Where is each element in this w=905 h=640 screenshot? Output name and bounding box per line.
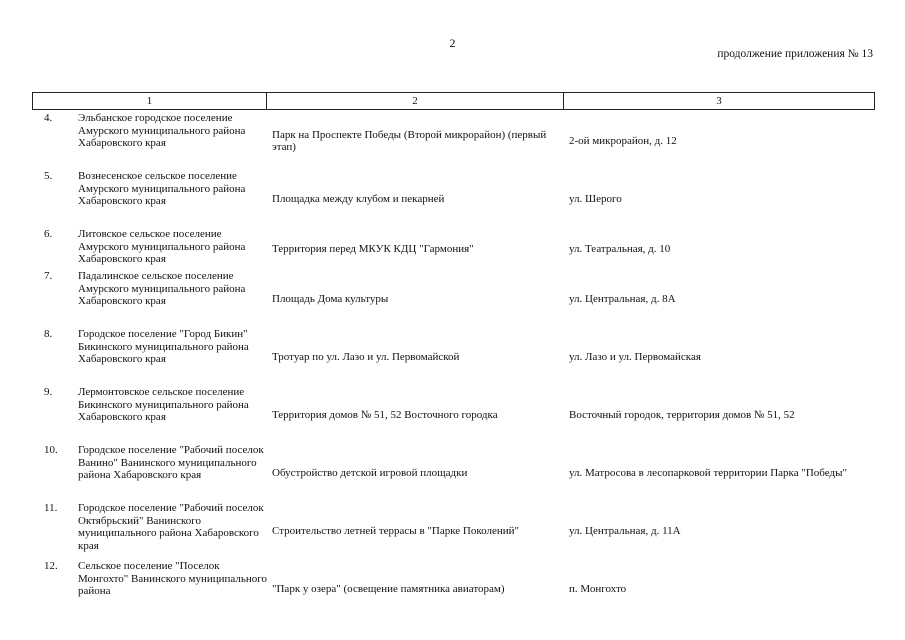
object-name: Парк на Проспекте Победы (Второй микрорайон) (первый этап) [272, 128, 547, 153]
municipality-name: Литовское сельское поселение Амурского муниципального района Хабаровского края [78, 228, 246, 265]
table-row [32, 560, 875, 618]
continuation-label: продолжение приложения № 13 [717, 48, 873, 60]
municipality-name: Городское поселение "Рабочий поселок Ванино" Ванинского муниципального района Хабаровского края [78, 444, 264, 481]
object-name: "Парк у озера" (освещение памятника авиаторам) [272, 582, 505, 595]
table-row [32, 386, 875, 444]
municipality-name: Городское поселение "Город Бикин" Бикинского муниципального района Хабаровского края [78, 328, 249, 365]
row-number: 6. [44, 228, 53, 240]
object-address: ул. Матросова в лесопарковой территории Парка "Победы" [569, 466, 847, 479]
object-address: 2-ой микрорайон, д. 12 [569, 134, 677, 147]
object-address: п. Монгохто [569, 582, 627, 595]
table-row [32, 328, 875, 386]
municipality-name: Падалинское сельское поселение Амурского муниципального района Хабаровского края [78, 270, 246, 307]
object-address: ул. Центральная, д. 8А [569, 292, 676, 305]
row-number: 11. [44, 502, 58, 514]
row-number: 10. [44, 444, 58, 456]
municipality-name: Городское поселение "Рабочий поселок Октябрьский" Ванинского муниципального района Хабаровского края [78, 502, 264, 552]
table-row [32, 228, 875, 270]
object-address: ул. Театральная, д. 10 [569, 242, 671, 255]
table-row [32, 502, 875, 560]
object-name: Территория перед МКУК КДЦ "Гармония" [272, 242, 474, 255]
object-name: Обустройство детской игровой площадки [272, 466, 468, 479]
row-number: 8. [44, 328, 53, 340]
object-name: Территория домов № 51, 52 Восточного городка [272, 408, 498, 421]
row-number: 5. [44, 170, 53, 182]
row-number: 4. [44, 112, 53, 124]
table-row [32, 270, 875, 328]
row-number: 9. [44, 386, 53, 398]
table-row [32, 444, 875, 502]
column-header-2: 2 [267, 93, 564, 109]
municipality-name: Сельское поселение "Поселок Монгохто" Ванинского муниципального района [78, 560, 268, 597]
municipality-name: Вознесенское сельское поселение Амурского муниципального района Хабаровского края [78, 170, 246, 207]
municipality-name: Эльбанское городское поселение Амурского муниципального района Хабаровского края [78, 112, 246, 149]
row-number: 12. [44, 560, 58, 572]
municipality-name: Лермонтовское сельское поселение Бикинского муниципального района Хабаровского края [78, 386, 249, 423]
column-header-3: 3 [716, 95, 722, 107]
object-name: Тротуар по ул. Лазо и ул. Первомайской [272, 350, 460, 363]
object-address: ул. Лазо и ул. Первомайская [569, 350, 701, 363]
object-address: Восточный городок, территория домов № 51, 52 [569, 408, 795, 421]
object-name: Площадка между клубом и пекарней [272, 192, 445, 205]
table-header [32, 92, 875, 110]
object-address: ул. Шерого [569, 192, 622, 205]
object-name: Строительство летней террасы в "Парке Поколений" [272, 524, 520, 537]
object-address: ул. Центральная, д. 11А [569, 524, 681, 537]
row-number: 7. [44, 270, 53, 282]
table-body [32, 112, 875, 618]
object-name: Площадь Дома культуры [272, 292, 389, 305]
table-row [32, 170, 875, 228]
table-row [32, 112, 875, 170]
column-header-1: 1 [33, 93, 267, 109]
page-number: 2 [449, 36, 456, 50]
